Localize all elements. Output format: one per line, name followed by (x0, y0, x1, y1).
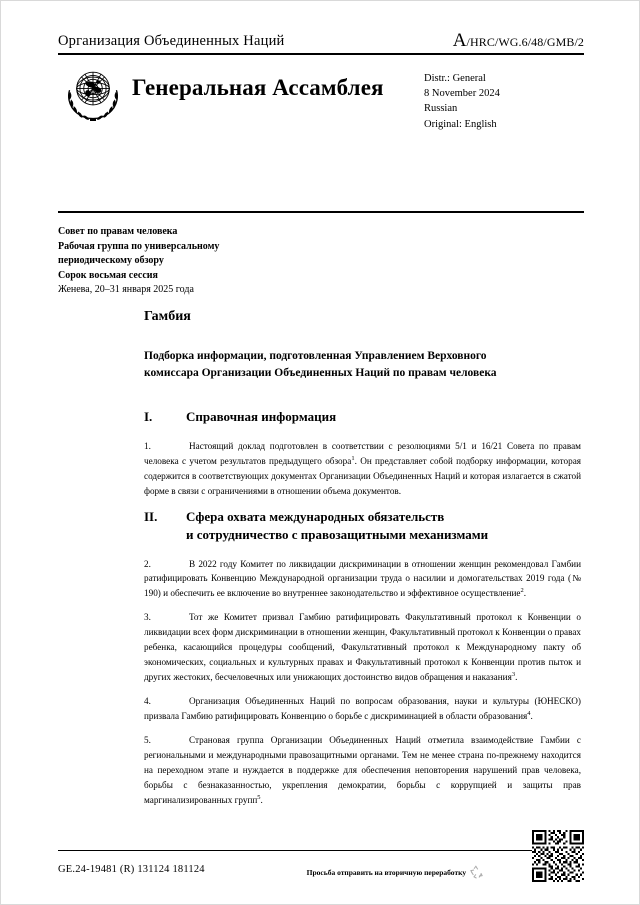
document-section (144, 508, 581, 807)
section-numeral: I. (144, 409, 153, 425)
footnote-marker[interactable]: 3 (511, 671, 516, 679)
qr-code (532, 830, 584, 882)
paragraph-number: 5. (144, 735, 151, 746)
un-emblem-icon (60, 64, 126, 124)
session-block (58, 225, 388, 298)
page-footer (58, 858, 584, 882)
paragraph-text: Тот же Комитет призвал Гамбию ратифицировать Факультативный протокол к Конвенции о ликвидации всех форм дискриминации в отношении женщин, Факультативный протокол к Конвенции о правах ребенка, касающийся процедуры сообщений, Факультативный протокол к Международному пакту об экономических, социальных и культурных правах и Факультативный протокол к Конвенции против пыток и других жестоких, бесчеловечных или унижающих достоинство видов обращения и наказания (144, 612, 581, 683)
section-title-line: Справочная информация (186, 409, 337, 425)
sections-container (144, 408, 581, 807)
document-paragraph (144, 439, 581, 499)
footnote-marker[interactable]: 5 (257, 793, 261, 801)
document-paragraph (144, 557, 581, 602)
document-symbol (453, 31, 584, 50)
recycle-icon (469, 865, 484, 880)
section-heading (144, 408, 581, 426)
paragraph-text: В 2022 году Комитет по ликвидации дискриминации в отношении женщин рекомендовал Гамбии ратифицировать Конвенцию Международной организации труда о насилии и домогательствах 2019 года (№ 190) и обеспечить ее включение во внутреннее законодательство и эффективное осуществление (144, 558, 581, 599)
distr-language: Russian (424, 103, 458, 115)
section-title-line: и сотрудничество с правозащитными механизмами (186, 527, 489, 543)
document-section (144, 408, 581, 498)
working-group-line-2: периодическому обзору (58, 255, 164, 266)
footnote-marker[interactable]: 1 (351, 454, 355, 462)
paragraph-number: 3. (144, 612, 151, 623)
distribution-block (424, 71, 500, 132)
paragraph-number: 4. (144, 696, 151, 707)
paragraph-text: Организация Объединенных Наций по вопросам образования, науки и культуры (ЮНЕСКО) призвала Гамбию ратифицировать Конвенцию о борьбе с дискриминацией в области образования (144, 696, 581, 722)
session-number: Сорок восьмая сессия (58, 269, 158, 281)
section-heading (144, 508, 581, 543)
recycle-text: Просьба отправить на вторичную переработку (306, 868, 467, 877)
organization-name: Организация Объединенных Наций (58, 33, 285, 50)
document-paragraph (144, 610, 581, 685)
paragraph-text-continued: . (515, 672, 518, 683)
section-title-line: Сфера охвата международных обязательств (186, 509, 445, 525)
job-number: GE.24-19481 (R) 131124 181124 (58, 864, 205, 875)
paragraph-text-continued: . Он представляет собой подборку информации, которая содержится в соответствующих документах Организации Объединенных Наций и которая излагается в сжатой форме в связи с ограничениями в отношении объема документов. (144, 455, 581, 496)
paragraph-number: 2. (144, 558, 151, 569)
masthead-divider (58, 53, 584, 55)
footnote-marker[interactable]: 4 (527, 710, 531, 718)
paragraph-text-continued: . (260, 794, 263, 805)
distr-original: Original: English (424, 118, 497, 130)
report-subtitle: Подборка информации, подготовленная Управлением Верховного комиссара Организации Объединенных Наций по правам человека (144, 349, 497, 380)
council-name: Совет по правам человека (58, 226, 178, 237)
masthead-body-row (58, 62, 584, 130)
document-paragraph (144, 694, 581, 724)
paragraph-text: Страновая группа Организации Объединенных Наций отметила взаимодействие Гамбии с региональными и международными правозащитными органами. Тем не менее страна по-прежнему находится на переходном этапе и нуждается в поддержке для обеспечения неповторения нарушений прав человека, борьбы с безнаказанностью, укрепления демократии, борьбы с коррупцией и защиты прав маргинализированных групп (144, 735, 581, 805)
footer-divider (58, 850, 584, 851)
session-divider (58, 211, 584, 213)
working-group-line-1: Рабочая группа по универсальному (58, 240, 220, 252)
section-title (186, 508, 581, 543)
document-body (144, 309, 581, 818)
distr-date: 8 November 2024 (424, 88, 500, 100)
paragraph-text: Настоящий доклад подготовлен в соответствии с резолюциями 5/1 и 16/21 Совета по правам человека с учетом результатов предыдущего обзора (144, 440, 581, 466)
paragraph-text-continued: . (530, 711, 533, 722)
section-title (186, 408, 581, 426)
document-paragraph (144, 733, 581, 808)
general-assembly-title: Генеральная Ассамблея (132, 75, 384, 100)
recycle-notice (307, 858, 484, 880)
footnote-marker[interactable]: 2 (520, 587, 524, 595)
paragraph-text-continued: . (523, 588, 527, 599)
document-symbol-rest: /HRC/WG.6/48/GMB/2 (466, 35, 584, 49)
session-venue-date: Женева, 20–31 января 2025 года (58, 284, 194, 295)
section-numeral: II. (144, 509, 158, 525)
document-symbol-prefix: A (452, 30, 467, 51)
masthead-top-row (58, 31, 584, 50)
paragraph-number: 1. (144, 440, 151, 451)
distr-line: Distr.: General (424, 73, 486, 84)
country-title: Гамбия (144, 309, 191, 324)
masthead (58, 30, 584, 130)
